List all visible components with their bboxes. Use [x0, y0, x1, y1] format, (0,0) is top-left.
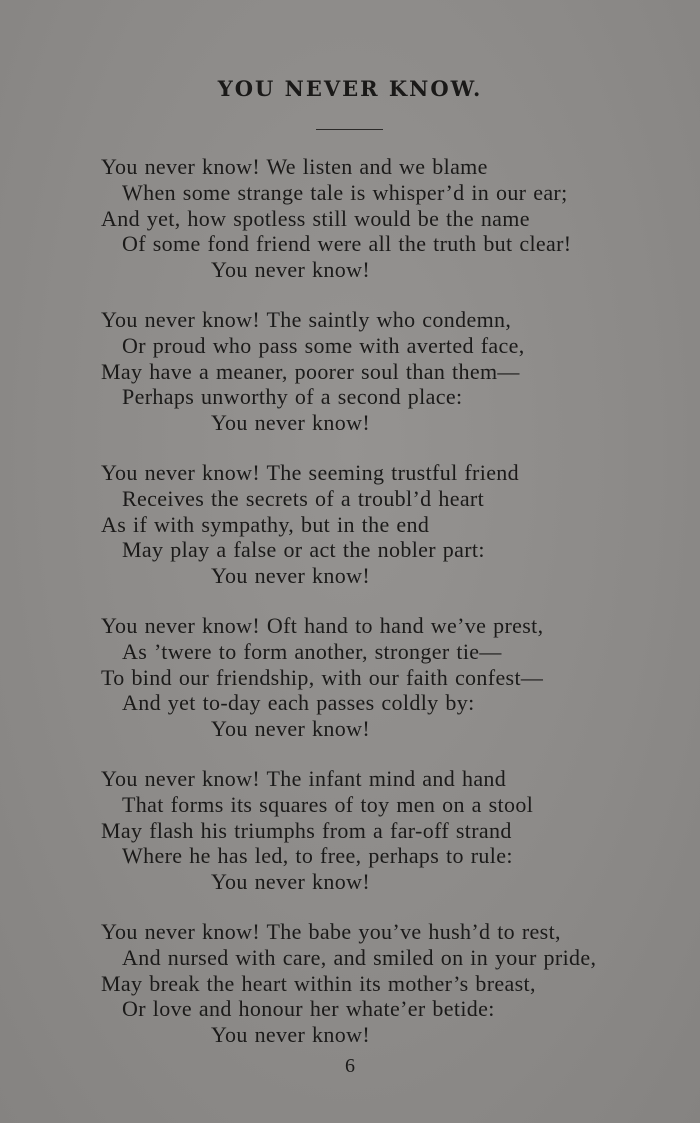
poem-line: May play a false or act the nobler part: [122, 537, 485, 563]
poem-line: Or love and honour her whate’er betide: [122, 996, 495, 1022]
stanza-4 [0, 613, 700, 742]
poem-line: Receives the secrets of a troubl’d heart [122, 485, 485, 511]
poem-line: May have a meaner, poorer soul than them— [101, 358, 520, 384]
poem-line: As ’twere to form another, stronger tie— [122, 638, 502, 664]
poem-line: May break the heart within its mother’s breast, [101, 970, 536, 996]
poem-line: May flash his triumphs from a far-off strand [101, 817, 512, 843]
refrain-line: You never know! [211, 257, 371, 283]
poem-line: That forms its squares of toy men on a stool [122, 791, 534, 817]
poem-line: You never know! The seeming trustful friend [101, 459, 520, 485]
refrain-line: You never know! [211, 563, 371, 589]
poem-line: You never know! The infant mind and hand [101, 765, 507, 791]
poem-line: Or proud who pass some with averted face, [122, 332, 525, 358]
stanza-5 [0, 766, 700, 895]
stanza-1 [0, 154, 700, 283]
poem-line: To bind our friendship, with our faith confest— [101, 664, 544, 690]
poem-line: And yet to-day each passes coldly by: [122, 690, 475, 716]
poem-line: You never know! The babe you’ve hush’d to rest, [101, 918, 561, 944]
stanza-2 [0, 307, 700, 436]
refrain-line: You never know! [211, 869, 371, 895]
page-number: 6 [345, 1055, 355, 1077]
poem-line: And nursed with care, and smiled on in your pride, [122, 944, 597, 970]
poem-body [0, 154, 700, 1072]
poem-line: You never know! Oft hand to hand we’ve prest, [101, 612, 544, 638]
poem-line: Where he has led, to free, perhaps to rule: [122, 843, 513, 869]
refrain-line: You never know! [211, 410, 371, 436]
poem-line: You never know! We listen and we blame [101, 154, 488, 179]
poem-line: Perhaps unworthy of a second place: [122, 384, 463, 410]
poem-line: When some strange tale is whisper’d in our ear; [122, 179, 568, 205]
stanza-6 [0, 919, 700, 1048]
refrain-line: You never know! [211, 716, 371, 742]
poem-line: And yet, how spotless still would be the name [101, 205, 530, 231]
poem-title: YOU NEVER KNOW. [217, 76, 483, 101]
stanza-3 [0, 460, 700, 589]
poem-line: As if with sympathy, but in the end [101, 511, 430, 537]
poem-line: You never know! The saintly who condemn, [101, 306, 512, 332]
title-divider [316, 129, 383, 130]
poem-line: Of some fond friend were all the truth but clear! [122, 231, 572, 257]
refrain-line: You never know! [211, 1022, 371, 1048]
